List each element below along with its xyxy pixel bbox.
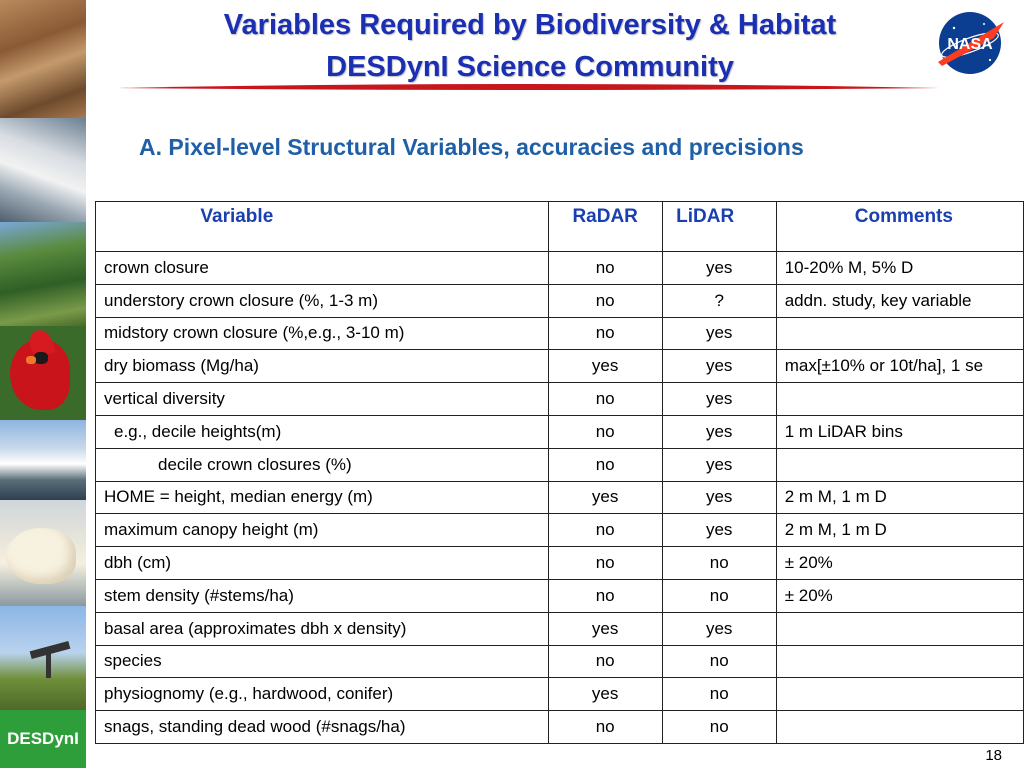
header-radar: RaDAR — [548, 202, 662, 252]
lidar-cell: yes — [662, 514, 776, 547]
variable-cell: e.g., decile heights(m) — [96, 415, 549, 448]
comments-cell: ± 20% — [776, 579, 1023, 612]
variable-cell: understory crown closure (%, 1-3 m) — [96, 284, 549, 317]
radar-cell: no — [548, 383, 662, 416]
brand-label: DESDynI — [7, 729, 79, 748]
header-lidar: LiDAR — [662, 202, 776, 252]
comments-cell: 10-20% M, 5% D — [776, 252, 1023, 285]
volcano-photo — [0, 118, 86, 222]
variable-cell: maximum canopy height (m) — [96, 514, 549, 547]
variable-cell: physiognomy (e.g., hardwood, conifer) — [96, 678, 549, 711]
table-row — [96, 547, 1024, 580]
variable-cell: stem density (#stems/ha) — [96, 579, 549, 612]
variable-cell: midstory crown closure (%,e.g., 3-10 m) — [96, 317, 549, 350]
table-row — [96, 645, 1024, 678]
lidar-cell: no — [662, 645, 776, 678]
variables-table — [95, 201, 1024, 744]
comments-cell — [776, 612, 1023, 645]
comments-cell — [776, 678, 1023, 711]
radar-cell: no — [548, 547, 662, 580]
radar-cell: yes — [548, 612, 662, 645]
lidar-cell: no — [662, 711, 776, 744]
comments-cell — [776, 317, 1023, 350]
radar-cell: no — [548, 252, 662, 285]
title-underline — [118, 82, 940, 92]
table-row — [96, 350, 1024, 383]
slide-title — [100, 4, 960, 88]
radar-cell: yes — [548, 678, 662, 711]
oil-pump-photo — [0, 606, 86, 710]
comments-cell — [776, 645, 1023, 678]
radar-cell: yes — [548, 350, 662, 383]
lidar-cell: yes — [662, 350, 776, 383]
comments-cell — [776, 711, 1023, 744]
radar-cell: no — [548, 645, 662, 678]
table-row — [96, 252, 1024, 285]
lidar-cell: yes — [662, 612, 776, 645]
variable-cell: decile crown closures (%) — [96, 448, 549, 481]
comments-cell: max[±10% or 10t/ha], 1 se — [776, 350, 1023, 383]
table-row — [96, 481, 1024, 514]
lidar-cell: yes — [662, 448, 776, 481]
rock-canyon-photo — [0, 0, 86, 118]
photo-strip — [0, 0, 86, 768]
radar-cell: no — [548, 284, 662, 317]
desdyni-brand-box — [0, 710, 86, 768]
comments-cell: 2 m M, 1 m D — [776, 481, 1023, 514]
forest-photo — [0, 222, 86, 326]
table-row — [96, 678, 1024, 711]
lidar-cell: no — [662, 579, 776, 612]
table-row — [96, 514, 1024, 547]
radar-cell: no — [548, 415, 662, 448]
variable-cell: dbh (cm) — [96, 547, 549, 580]
table-row — [96, 317, 1024, 350]
radar-cell: yes — [548, 481, 662, 514]
comments-cell: 1 m LiDAR bins — [776, 415, 1023, 448]
section-subtitle: A. Pixel-level Structural Variables, accuracies and precisions — [139, 134, 804, 160]
lidar-cell: ? — [662, 284, 776, 317]
comments-cell: addn. study, key variable — [776, 284, 1023, 317]
table-row — [96, 711, 1024, 744]
header-comments: Comments — [776, 202, 1023, 252]
lidar-cell: no — [662, 547, 776, 580]
variable-cell: snags, standing dead wood (#snags/ha) — [96, 711, 549, 744]
glacier-photo — [0, 420, 86, 500]
title-line-2: DESDynI Science Community — [326, 51, 734, 83]
comments-cell — [776, 383, 1023, 416]
table-row — [96, 612, 1024, 645]
lidar-cell: no — [662, 678, 776, 711]
radar-cell: no — [548, 711, 662, 744]
table-header-row — [96, 202, 1024, 252]
variable-cell: species — [96, 645, 549, 678]
lidar-cell: yes — [662, 252, 776, 285]
variable-cell: crown closure — [96, 252, 549, 285]
variable-cell: dry biomass (Mg/ha) — [96, 350, 549, 383]
page-number: 18 — [985, 747, 1002, 764]
comments-cell — [776, 448, 1023, 481]
nasa-logo — [934, 8, 1008, 78]
nasa-logo-text: NASA — [947, 36, 993, 53]
radar-cell: no — [548, 448, 662, 481]
lidar-cell: yes — [662, 317, 776, 350]
table-row — [96, 284, 1024, 317]
table-row — [96, 448, 1024, 481]
comments-cell: 2 m M, 1 m D — [776, 514, 1023, 547]
comments-cell: ± 20% — [776, 547, 1023, 580]
lidar-cell: yes — [662, 383, 776, 416]
title-line-1: Variables Required by Biodiversity & Habitat — [223, 9, 837, 41]
lidar-cell: yes — [662, 481, 776, 514]
radar-cell: no — [548, 514, 662, 547]
table-row — [96, 415, 1024, 448]
polar-bear-photo — [0, 500, 86, 606]
table-row — [96, 579, 1024, 612]
header-variable: Variable — [96, 202, 549, 252]
lidar-cell: yes — [662, 415, 776, 448]
variable-cell: basal area (approximates dbh x density) — [96, 612, 549, 645]
variable-cell: vertical diversity — [96, 383, 549, 416]
radar-cell: no — [548, 317, 662, 350]
table-row — [96, 383, 1024, 416]
cardinal-bird-photo — [0, 326, 86, 420]
radar-cell: no — [548, 579, 662, 612]
variable-cell: HOME = height, median energy (m) — [96, 481, 549, 514]
